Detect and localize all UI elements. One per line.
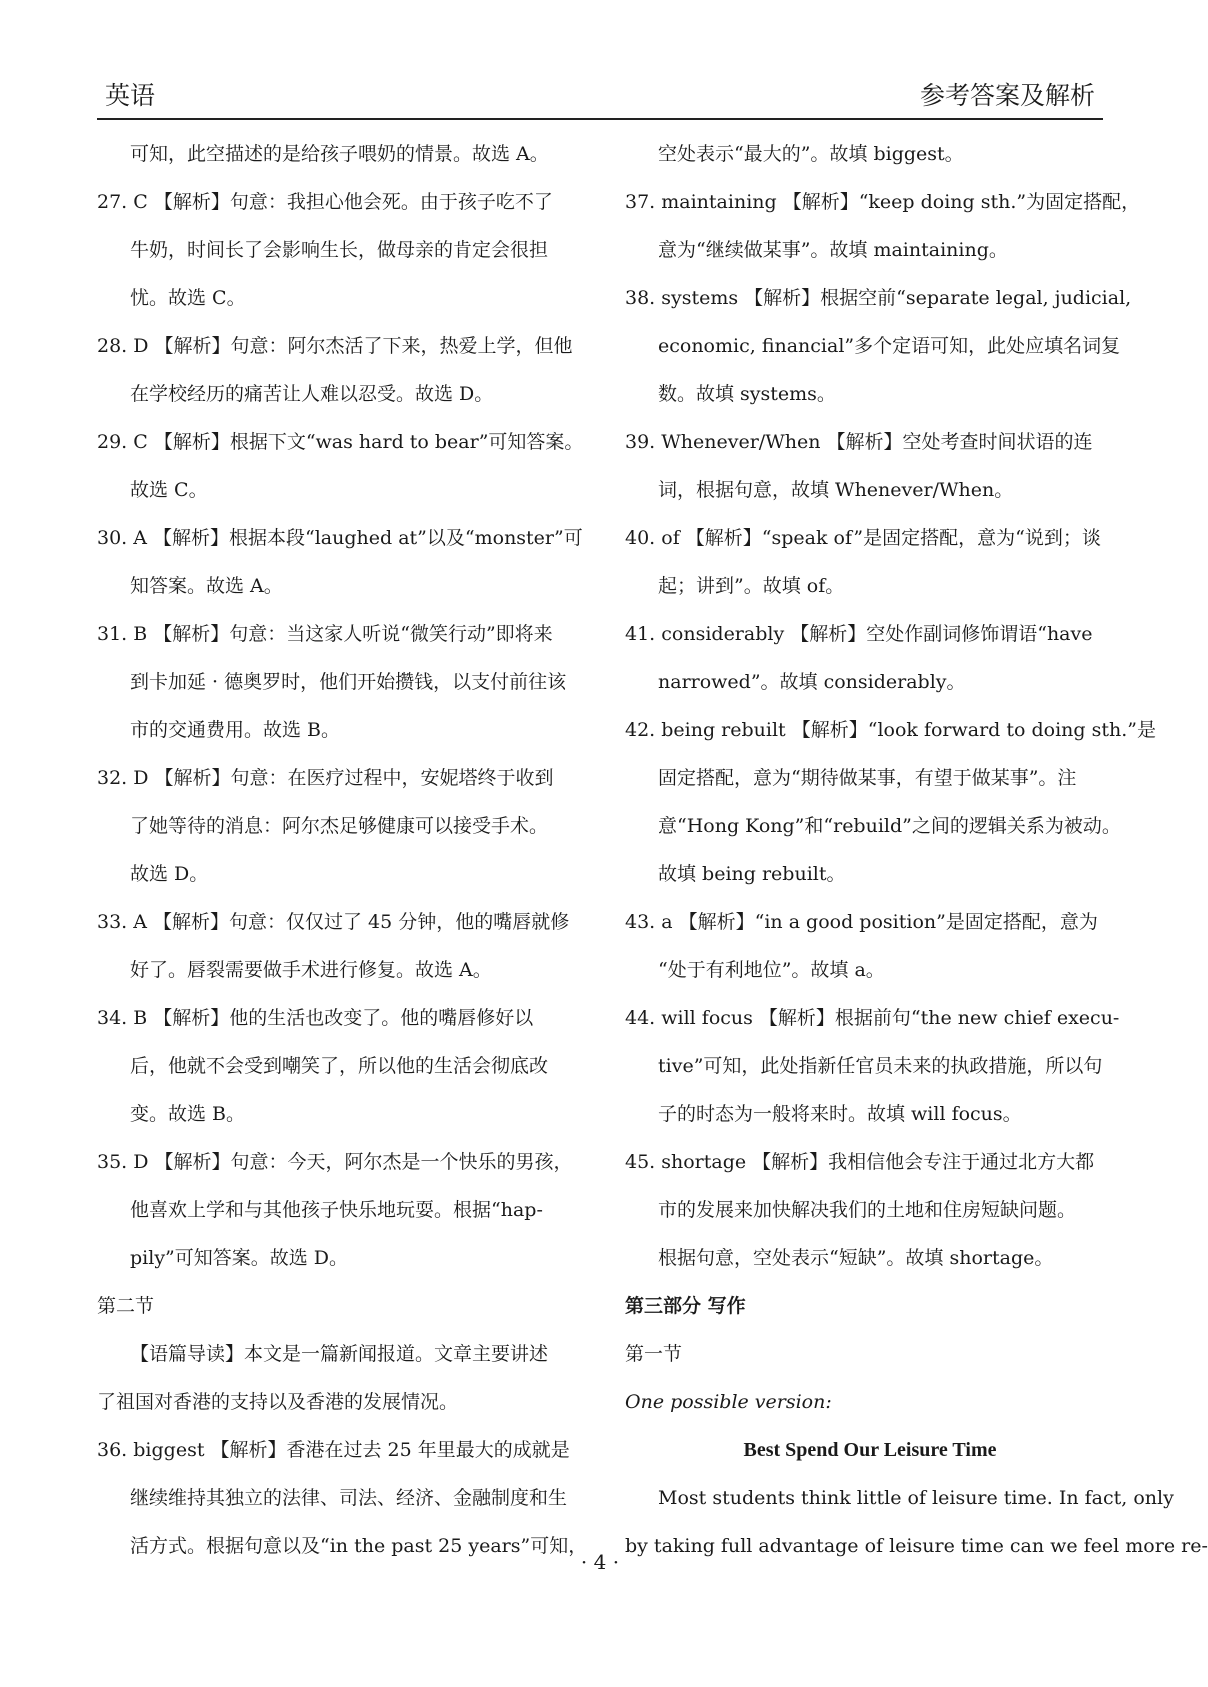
text-line: 忧。故选 C。: [130, 287, 246, 309]
text-line: pily”可知答案。故选 D。: [130, 1247, 349, 1269]
text-line: 45. shortage 【解析】我相信他会专注于通过北方大都: [625, 1151, 1095, 1173]
text-line: 40. of 【解析】“speak of”是固定搭配，意为“说到；谈: [625, 527, 1101, 549]
text-line: 43. a 【解析】“in a good position”是固定搭配，意为: [625, 911, 1098, 933]
text-line: 牛奶，时间长了会影响生长，做母亲的肯定会很担: [130, 239, 549, 261]
text-line: 第二节: [97, 1295, 155, 1317]
text-line: 了祖国对香港的支持以及香港的发展情况。: [97, 1391, 459, 1413]
text-line: 后，他就不会受到嘲笑了，所以他的生活会彻底改: [130, 1055, 549, 1077]
text-line: 33. A 【解析】句意：仅仅过了 45 分钟，他的嘴唇就修: [97, 911, 570, 933]
text-line: 固定搭配，意为“期待做某事，有望于做某事”。注: [658, 767, 1077, 789]
text-line: narrowed”。故填 considerably。: [658, 671, 966, 693]
page-number: · 4 ·: [580, 1550, 620, 1574]
text-line: 34. B 【解析】他的生活也改变了。他的嘴唇修好以: [97, 1007, 534, 1029]
text-line: 变。故选 B。: [130, 1103, 246, 1125]
text-line: 好了。唇裂需要做手术进行修复。故选 A。: [130, 959, 492, 981]
text-line: 35. D 【解析】句意：今天，阿尔杰是一个快乐的男孩，: [97, 1151, 573, 1173]
text-line: 起；讲到”。故填 of。: [658, 575, 845, 597]
text-line: 31. B 【解析】句意：当这家人听说“微笑行动”即将来: [97, 623, 553, 645]
text-line: 市的交通费用。故选 B。: [130, 719, 341, 741]
text-line: 37. maintaining 【解析】“keep doing sth.”为固定搭配，: [625, 191, 1141, 213]
text-line: 44. will focus 【解析】根据前句“the new chief execu-: [625, 1007, 1120, 1029]
text-line: 子的时态为一般将来时。故填 will focus。: [658, 1103, 1022, 1125]
text-line: 27. C 【解析】句意：我担心他会死。由于孩子吃不了: [97, 191, 553, 213]
text-line: “处于有利地位”。故填 a。: [658, 959, 885, 981]
subject-title: 英语: [105, 81, 156, 110]
text-line: 了她等待的消息：阿尔杰足够健康可以接受手术。: [130, 815, 549, 837]
text-line: 市的发展来加快解决我们的土地和住房短缺问题。: [658, 1199, 1077, 1221]
text-line: 第三部分 写作: [625, 1295, 746, 1317]
text-line: 39. Whenever/When 【解析】空处考查时间状语的连: [625, 431, 1093, 453]
text-line: 在学校经历的痛苦让人难以忍受。故选 D。: [130, 383, 494, 405]
text-line: 继续维持其独立的法律、司法、经济、金融制度和生: [130, 1487, 568, 1509]
text-line: 意“Hong Kong”和“rebuild”之间的逻辑关系为被动。: [658, 815, 1121, 837]
text-line: 41. considerably 【解析】空处作副词修饰谓语“have: [625, 623, 1093, 645]
text-line: 可知，此空描述的是给孩子喂奶的情景。故选 A。: [130, 143, 549, 165]
text-line: Most students think little of leisure time. In fact, only: [658, 1487, 1174, 1509]
text-line: 词，根据句意，故填 Whenever/When。: [658, 479, 1014, 501]
right-column: [625, 130, 1208, 1570]
text-line: 36. biggest 【解析】香港在过去 25 年里最大的成就是: [97, 1439, 570, 1461]
text-line: by taking full advantage of leisure time can we feel more re-: [625, 1535, 1208, 1557]
text-line: 32. D 【解析】句意：在医疗过程中，安妮塔终于收到: [97, 767, 554, 789]
text-line: 38. systems 【解析】根据空前“separate legal, judicial,: [625, 287, 1132, 309]
text-line: 【语篇导读】本文是一篇新闻报道。文章主要讲述: [130, 1343, 549, 1365]
text-line: 故选 D。: [130, 863, 209, 885]
text-line: 29. C 【解析】根据下文“was hard to bear”可知答案。: [97, 431, 584, 453]
text-line: 42. being rebuilt 【解析】“look forward to doing sth.”是: [625, 719, 1156, 741]
text-line: 到卡加延 · 德奥罗时，他们开始攒钱，以支付前往该: [130, 671, 567, 693]
text-line: 活方式。根据句意以及“in the past 25 years”可知，: [130, 1535, 588, 1557]
text-line: 第一节: [625, 1343, 683, 1365]
text-line: tive”可知，此处指新任官员未来的执政措施，所以句: [658, 1055, 1103, 1077]
text-line: 根据句意，空处表示“短缺”。故填 shortage。: [658, 1247, 1054, 1269]
text-line: 28. D 【解析】句意：阿尔杰活了下来，热爱上学，但他: [97, 335, 573, 357]
text-line: 他喜欢上学和与其他孩子快乐地玩耍。根据“hap-: [130, 1199, 543, 1221]
text-line: 空处表示“最大的”。故填 biggest。: [658, 143, 964, 165]
text-line: 故选 C。: [130, 479, 208, 501]
text-line: 30. A 【解析】根据本段“laughed at”以及“monster”可: [97, 527, 583, 549]
text-line: 故填 being rebuilt。: [658, 863, 846, 885]
text-line: 知答案。故选 A。: [130, 575, 283, 597]
text-line: One possible version:: [625, 1391, 832, 1413]
section-title: 参考答案及解析: [919, 81, 1095, 110]
text-line: Best Spend Our Leisure Time: [743, 1439, 997, 1461]
text-line: economic, financial”多个定语可知，此处应填名词复: [658, 335, 1121, 357]
text-line: 数。故填 systems。: [658, 383, 836, 405]
text-line: 意为“继续做某事”。故填 maintaining。: [658, 239, 1008, 261]
left-column: [97, 130, 607, 1570]
page-header: [97, 72, 1103, 120]
